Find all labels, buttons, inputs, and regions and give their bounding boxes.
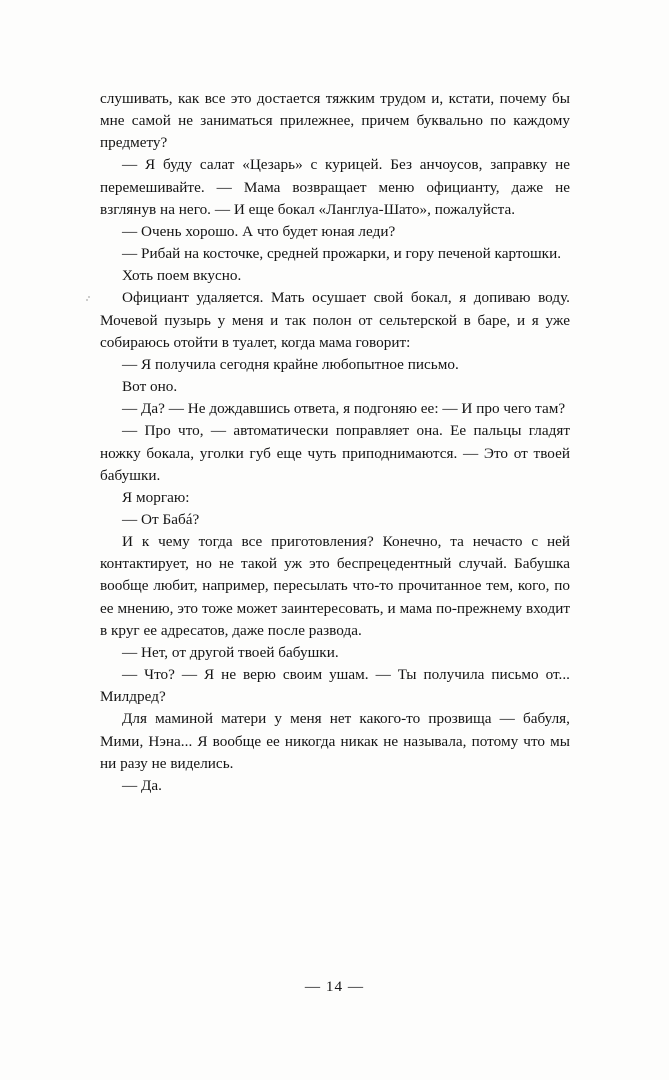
page-number: — 14 — [304,978,365,995]
paragraph: Официант удаляется. Мать осушает свой бокал, я допиваю воду. Мочевой пузырь у меня и так полон от сельтерской в баре, и я уже собираюсь отойти в туалет, когда мама говорит: [100,289,570,351]
paragraph: слушивать, как все это достается тяжким трудом и, кстати, почему бы мне самой не заниматься прилежнее, причем буквально по каждому предмету? [100,90,570,152]
paragraph: — Да? — Не дождавшись ответа, я подгоняю ее: — И про чего там? [122,400,566,418]
paragraph: Хоть поем вкусно. [122,267,242,285]
paragraph: — Про что, — автоматически поправляет она. Ее пальцы гладят ножку бокала, уголки губ еще чуть приподнимаются. — Это от твоей бабушки. [100,422,570,484]
paper-speck [88,296,90,298]
paragraph: Я моргаю: [122,488,190,506]
paragraph: — Я буду салат «Цезарь» с курицей. Без анчоусов, заправку не перемешивайте. — Мама возвращает меню официанту, даже не взглянув на него. — И еще бокал «Ланглуа-Шато», пожалуйста. [100,156,570,218]
paper-speck [86,299,88,301]
paragraph: — Что? — Я не верю своим ушам. — Ты получила письмо от... Милдред? [100,666,570,706]
paragraph: Для маминой матери у меня нет какого-то прозвища — бабуля, Мими, Нэна... Я вообще ее никогда никак не называла, потому что мы ни разу не виделись. [100,710,570,772]
paragraph: — Да. [122,776,162,794]
paragraph: И к чему тогда все приготовления? Конечно, та нечасто с ней контактирует, но не такой уж это беспрецедентный случай. Бабушка вообще любит, например, пересылать что-то прочитанное тем, кого, по ее мнению, это тоже может заинтересовать, и мама по-прежнему входит в круг ее адресатов, даже после развода. [100,533,570,639]
paragraph: — Я получила сегодня крайне любопытное письмо. [122,355,459,373]
page-body-text [100,88,570,797]
paragraph: — Очень хорошо. А что будет юная леди? [122,222,396,240]
paragraph: — Рибай на косточке, средней прожарки, и гору печеной картошки. [122,245,562,263]
paragraph: — Нет, от другой твоей бабушки. [122,643,339,661]
paragraph: Вот оно. [122,378,178,396]
paragraph: — От Бабá? [122,510,200,528]
